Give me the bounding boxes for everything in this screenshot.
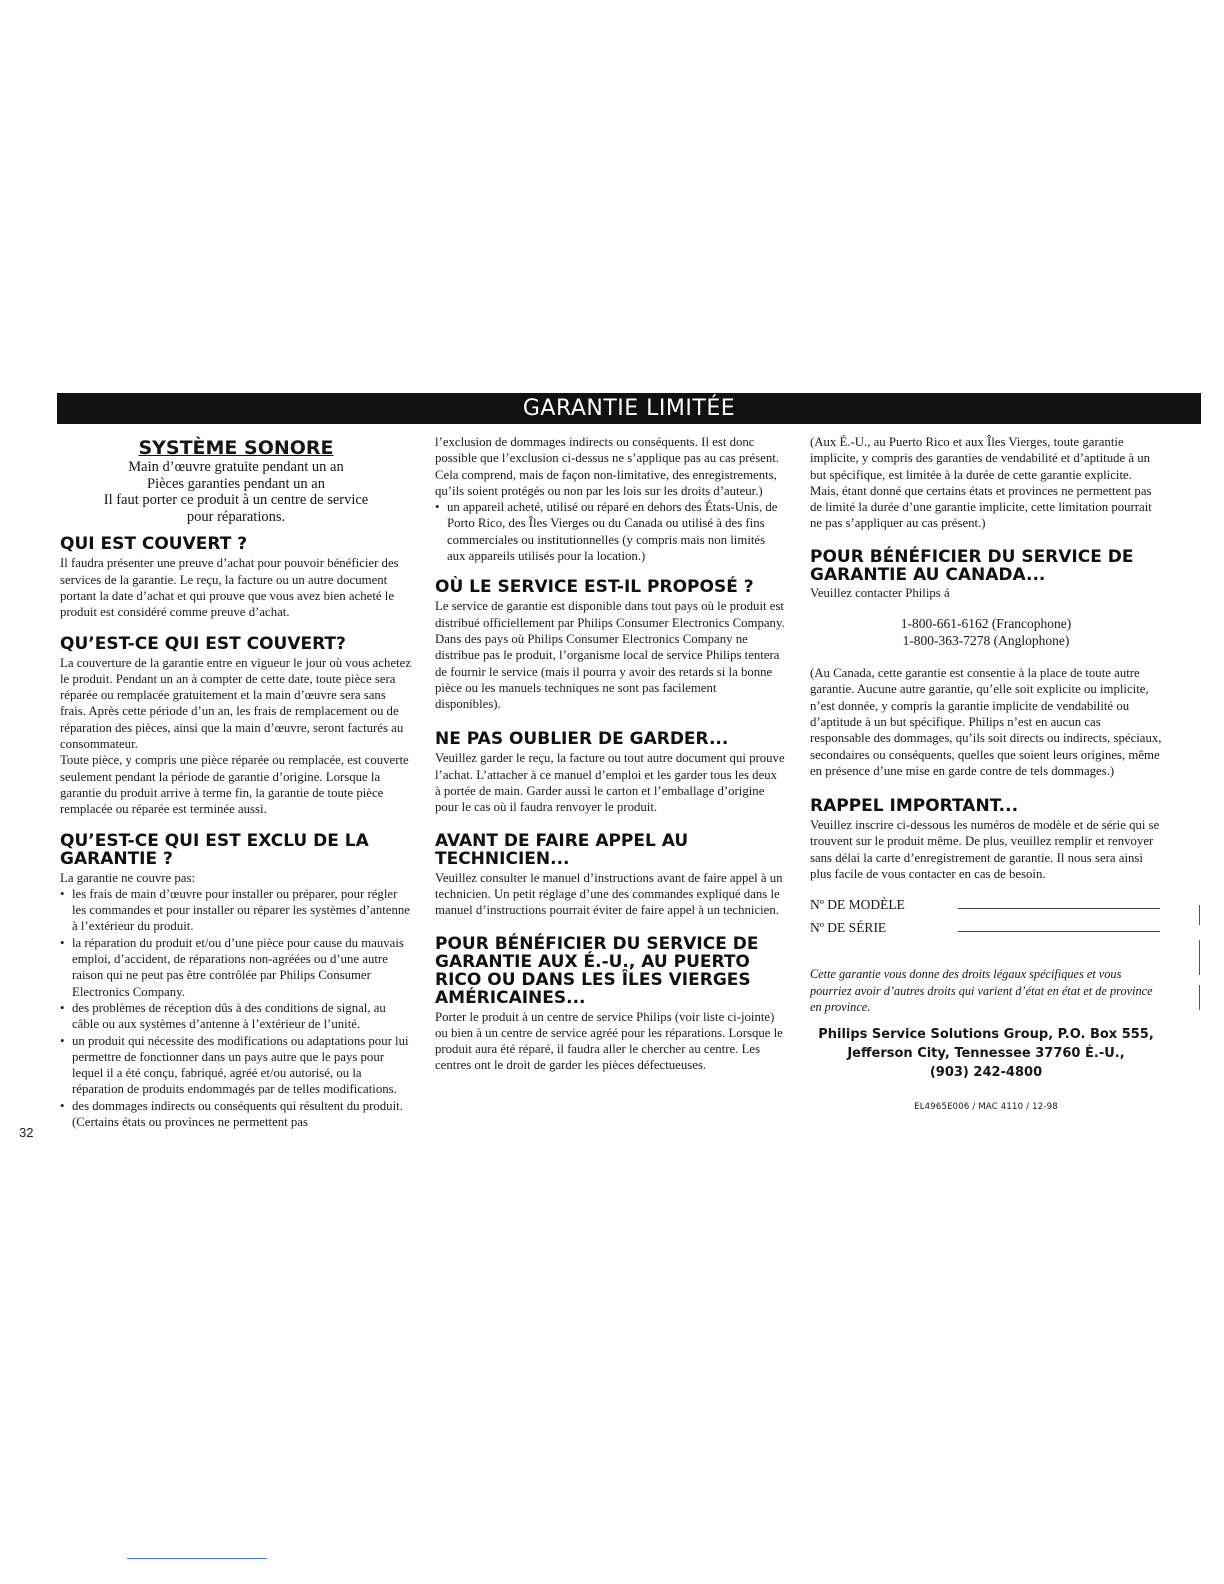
list-item: • la réparation du produit et/ou d’une pièce pour cause du mauvais emploi, d’accident, de réparations non-agréées ou d’une autre raison qui ne peut pas être contrôlée par Philips Consumer Electronics Company.: [60, 935, 412, 1000]
subtitle-line: Pièces garanties pendant un an: [147, 475, 325, 492]
section-text-excluded-intro: La garantie ne couvre pas:: [60, 870, 196, 885]
company-address-line: Jefferson City, Tennessee 37760 É.-U.,: [847, 1046, 1125, 1062]
exclusion-list-continued: [435, 499, 785, 564]
section-text-us-service: Porter le produit à un centre de service Philips (voir liste ci-jointe) ou bien à un centre de service agréé pour les réparations. Lorsque le produit aura été réparé, il faudra aller le chercher au centre. Les centres ont le droit de garder les pièces défectueuses.: [435, 1009, 783, 1073]
section-heading-keep: NE PAS OUBLIER DE GARDER...: [435, 729, 729, 750]
section-text-keep: Veuillez garder le reçu, la facture ou tout autre document qui prouve l’achat. L’attacher à ce manuel d’emploi et les garder tous les deux à portée de main. Garder aussi le carton et l’emballage d’origine pour le cas où il faudra renvoyer le produit.: [435, 751, 785, 815]
section-text-technician: Veuillez consulter le manuel d’instructions avant de faire appel à un technicien. Un petit réglage d’une des commandes expliqué dans le manuel d’instructions pourrait éviter de faire appel à un technicien.: [435, 870, 783, 918]
section-text-what-covered-2: Toute pièce, y compris une pièce réparée ou remplacée, est couverte seulement pendant la période de garantie d’origine. Lorsque la garantie du produit arrive à terme fin, la garantie de toute pièce remplacée ou réparée est terminée aussi.: [60, 753, 409, 817]
section-heading-reminder: RAPPEL IMPORTANT...: [810, 796, 1019, 817]
company-phone: (903) 242-4800: [929, 1065, 1043, 1081]
model-number-field: [810, 890, 1162, 913]
document-code: EL4965E006 / MAC 4110 / 12-98: [914, 1102, 1058, 1113]
page-banner-title: GARANTIE LIMITÉE: [57, 393, 1201, 424]
legal-rights-text: Cette garantie vous donne des droits légaux spécifiques et vous pourriez avoir d’autres droits qui varient d’état en état et de province en province.: [810, 967, 1153, 1014]
implied-warranty-text: (Aux É.-U., au Puerto Rico et aux Îles Vierges, toute garantie implicite, y compris des garanties de vendabilité et d’aptitude à un but spécifique, est limitée à la durée de cette garantie explicite. Mais, étant donné que certains états et provinces ne permettent pas de limité la durée d’une garantie implicite, cette limitation pourrait ne pas s’appliquer au cas présent.): [810, 435, 1152, 531]
section-heading-who-covered: QUI EST COUVERT ?: [60, 534, 248, 555]
list-item: • un appareil acheté, utilisé ou réparé en dehors des États-Unis, de Porto Rico, des Îles Vierges ou du Canada ou utilisé à des fins commerciales ou institutionnelles (y compris mais non limités aux appareils utilisés pour la location.): [435, 499, 785, 564]
company-address-line: Philips Service Solutions Group, P.O. Box 555,: [818, 1027, 1154, 1043]
continued-text: l’exclusion de dommages indirects ou conséquents. Il est donc possible que l’exclusion ci-dessus ne s’applique pas au cas présent. Cela comprend, mais de façon non-limitative, des enregistrements, qu’ils soient protégés ou non par les lois sur les droits d’auteur.): [435, 435, 780, 498]
section-heading-what-covered: QU’EST-CE QUI EST COUVERT?: [60, 633, 346, 654]
subtitle-line: pour réparations.: [186, 508, 286, 525]
list-item: • des problèmes de réception dûs à des conditions de signal, au câble ou aux systèmes d’antenne à l’extérieur de l’unité.: [60, 1000, 412, 1033]
column-left: [60, 434, 412, 1130]
bottom-rule: [127, 1558, 267, 1559]
section-heading-where-service: OÙ LE SERVICE EST-IL PROPOSÉ ?: [435, 577, 754, 598]
column-middle: [435, 434, 785, 1074]
section-heading-excluded: QU’EST-CE QUI EST EXCLU DE LA GARANTIE ?: [60, 830, 369, 869]
edge-mark: [1199, 985, 1200, 1010]
phone-number-francophone: 1-800-661-6162 (Francophone): [900, 616, 1072, 632]
list-item: • un produit qui nécessite des modifications ou adaptations pour lui permettre de fonctionner dans un pays autre que le pays pour lequel il a été conçu, fabriqué, agréé et/ou autorisé, ou la réparation de produits endommagés par de telles modifications.: [60, 1033, 412, 1098]
serial-number-blank: [958, 918, 1160, 932]
model-number-blank: [958, 895, 1160, 909]
list-item: • des dommages indirects ou conséquents qui résultent du produit. (Certains états ou provinces ne permettent pas: [60, 1098, 412, 1131]
phone-number-anglophone: 1-800-363-7278 (Anglophone): [902, 633, 1070, 649]
section-text-reminder: Veuillez inscrire ci-dessous les numéros de modèle et de série qui se trouvent sur le produit même. De plus, veuillez remplir et renvoyer sans délai la carte d’enregistrement de garantie. Il nous sera ainsi plus facile de vous contacter en cas de besoin.: [810, 818, 1160, 882]
serial-number-field: [810, 913, 1162, 936]
page-number: 32: [19, 1125, 34, 1140]
subtitle-line: Il faut porter ce produit à un centre de service: [103, 492, 369, 509]
section-heading-technician: AVANT DE FAIRE APPEL AU TECHNICIEN...: [435, 830, 689, 869]
subtitle-line: Main d’œuvre gratuite pendant un an: [128, 459, 344, 475]
serial-number-label: Nº DE SÉRIE: [810, 920, 887, 936]
section-text-where-service: Le service de garantie est disponible dans tout pays où le produit est distribué officiellement par Philips Consumer Electronics Company. Dans des pays où Philips Consumer Electronics Company ne distribue pas le produit, l’organisme local de service Philips tentera de fournir le service (mais il pourra y avoir des retards si la bonne pièce ou les manuels techniques ne sont pas facilement disponibles).: [435, 599, 785, 712]
section-text-canada-contact: Veuillez contacter Philips á: [810, 585, 950, 600]
exclusion-list: [60, 886, 412, 1130]
edge-mark: [1199, 905, 1200, 925]
section-text-who-covered: Il faudra présenter une preuve d’achat pour pouvoir bénéficier des services de la garantie. Le reçu, la facture ou un autre document portant la date d’achat et qui prouve que vous avez bien acheté le produit est considéré comme preuve d’achat.: [60, 556, 399, 620]
model-number-label: Nº DE MODÈLE: [810, 897, 905, 913]
section-text-what-covered: La couverture de la garantie entre en vigueur le jour où vous achetez le produit. Pendant un an à compter de cette date, toute pièce sera réparée ou remplacée gratuitement et la main d’œuvre sera sans frais. Après cette période d’un an, les frais de remplacement ou de réparation des pièces, ainsi que la main d’œuvre, seront facturés au consommateur.: [60, 655, 412, 752]
section-heading-us-service: POUR BÉNÉFICIER DU SERVICE DE GARANTIE AUX É.-U., AU PUERTO RICO OU DANS LES ÎLES VIERGES AMÉRICAINES...: [435, 933, 759, 1008]
product-title: SYSTÈME SONORE: [138, 437, 334, 459]
column-right: [810, 434, 1162, 1112]
list-item: • les frais de main d’œuvre pour installer ou préparer, pour régler les commandes et pour installer ou réparer les systèmes d’antenne à l’extérieur du produit.: [60, 886, 412, 935]
section-heading-canada-service: POUR BÉNÉFICIER DU SERVICE DE GARANTIE AU CANADA...: [810, 546, 1134, 585]
section-text-canada-warranty: (Au Canada, cette garantie est consentie à la place de toute autre garantie. Aucune autre garantie, qu’elle soit explicite ou implicite, n’est donnée, y compris la garantie implicite de vendabilité ou d’aptitude à un but spécifique. Philips n’est en aucun cas responsable des dommages, qu’ils soit directs ou indirects, spéciaux, secondaires ou conséquents, quelles que soient leurs origines, même en présence d’une mise en garde contre de tels dommages.): [810, 666, 1162, 778]
edge-mark: [1199, 940, 1200, 975]
